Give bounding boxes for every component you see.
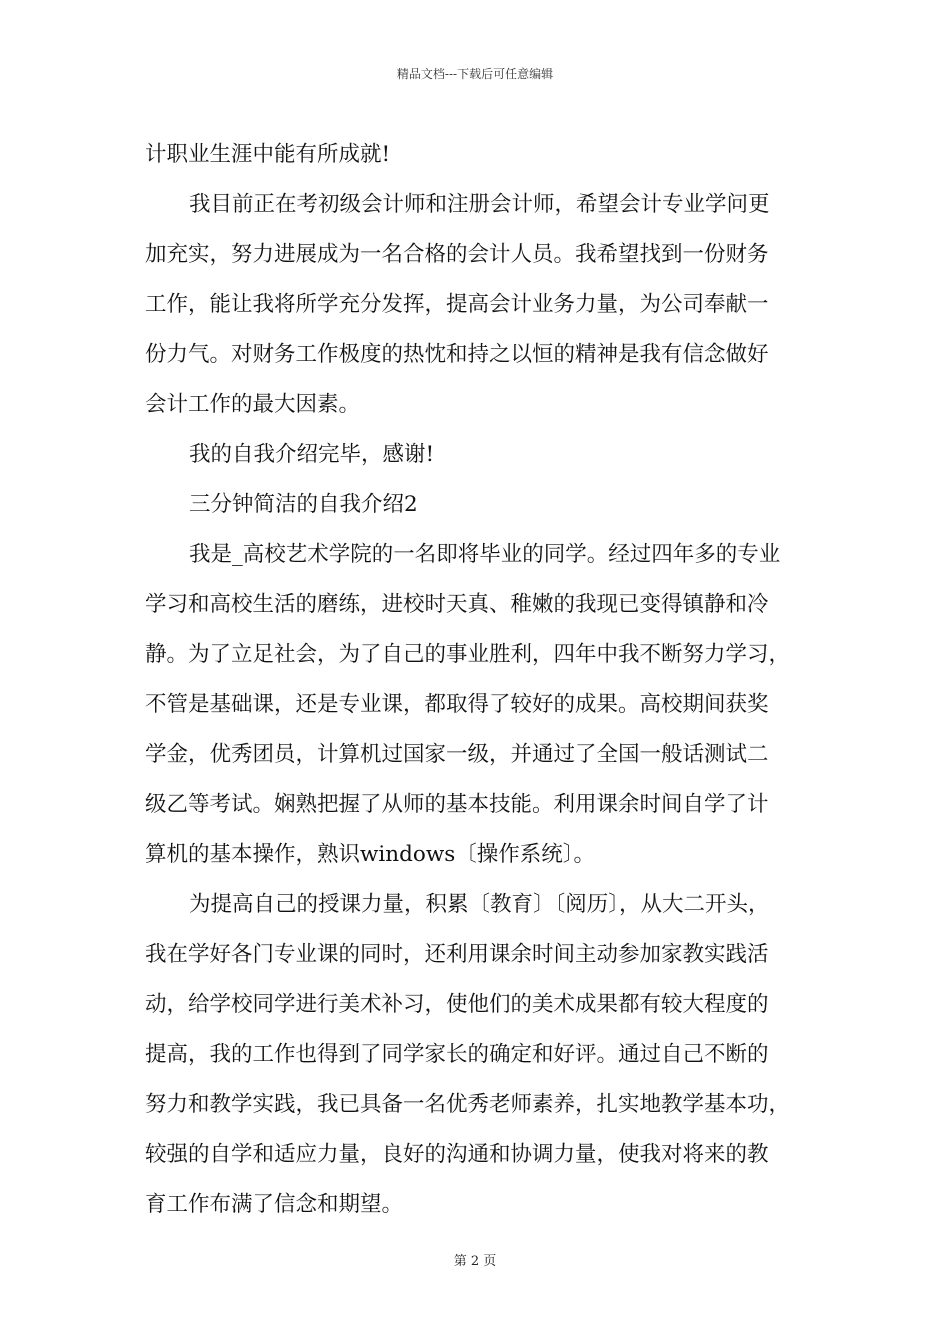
text-line: 我的自我介绍完毕，感谢! (189, 442, 435, 467)
page-header: 精品文档---下载后可任意编辑 (396, 67, 554, 81)
text-line: 我是_高校艺术学院的一名即将毕业的同学。经过四年多的专业 (189, 542, 781, 567)
text-line: 级乙等考试。娴熟把握了从师的基本技能。利用课余时间自学了计 (145, 792, 769, 817)
text-line: 我在学好各门专业课的同时，还利用课余时间主动参加家教实践活 (145, 942, 769, 967)
text-line: 算机的基本操作，熟识windows〔操作系统〕。 (145, 842, 596, 867)
text-line: 静。为了立足社会，为了自己的事业胜利，四年中我不断努力学习， (145, 642, 791, 667)
text-line: 提高，我的工作也得到了同学家长的确定和好评。通过自己不断的 (145, 1042, 769, 1067)
page-number: 第 2 页 (453, 1254, 497, 1269)
text-line: 会计工作的最大因素。 (145, 392, 361, 417)
text-line: 不管是基础课，还是专业课，都取得了较好的成果。高校期间获奖 (145, 692, 769, 717)
text-line: 为提高自己的授课力量，积累〔教育〕〔阅历〕，从大二开头， (189, 892, 770, 917)
text-line: 加充实，努力进展成为一名合格的会计人员。我希望找到一份财务 (145, 242, 769, 267)
text-line: 份力气。对财务工作极度的热忱和持之以恒的精神是我有信念做好 (145, 342, 769, 367)
text-line: 计职业生涯中能有所成就! (145, 142, 391, 167)
section-title: 三分钟简洁的自我介绍2 (189, 492, 418, 517)
text-line: 动，给学校同学进行美术补习，使他们的美术成果都有较大程度的 (145, 992, 769, 1017)
text-line: 学习和高校生活的磨练，进校时天真、稚嫩的我现已变得镇静和冷 (145, 592, 769, 617)
text-line: 育工作布满了信念和期望。 (145, 1192, 404, 1217)
text-line: 学金，优秀团员，计算机过国家一级，并通过了全国一般话测试二 (145, 742, 769, 767)
text-line: 我目前正在考初级会计师和注册会计师，希望会计专业学问更 (189, 192, 770, 217)
text-line: 努力和教学实践，我已具备一名优秀老师素养，扎实地教学基本功， (145, 1092, 791, 1117)
text-line: 工作，能让我将所学充分发挥，提高会计业务力量，为公司奉献一 (145, 292, 769, 317)
document-body (145, 130, 815, 1230)
text-line: 较强的自学和适应力量，良好的沟通和协调力量，使我对将来的教 (145, 1142, 769, 1167)
